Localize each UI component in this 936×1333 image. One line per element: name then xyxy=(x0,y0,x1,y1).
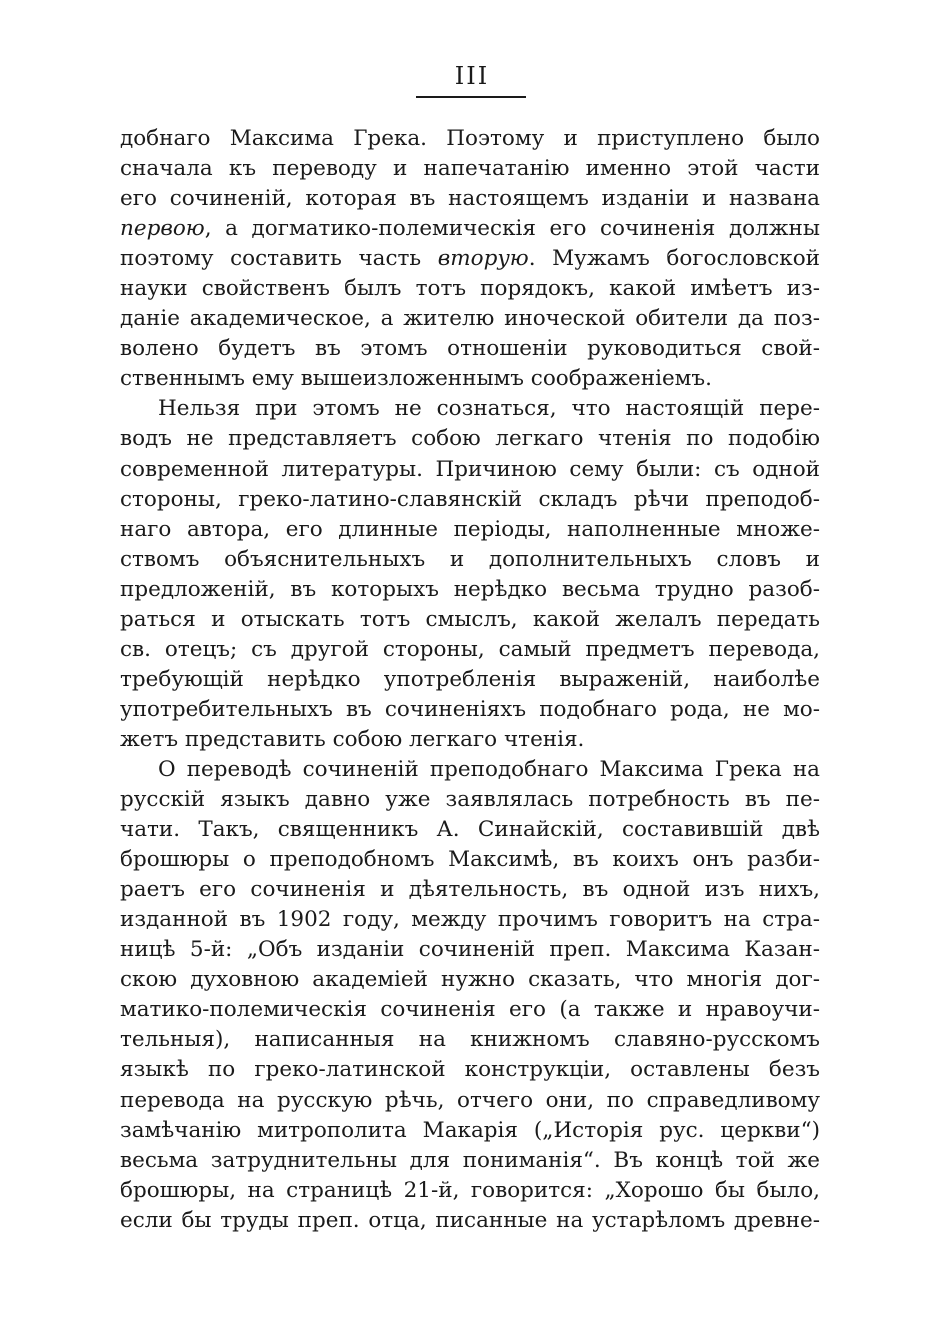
text-line: раетъ его сочиненія и дѣятельность, въ одной изъ нихъ, xyxy=(120,877,820,903)
text-line: перевода на русскую рѣчь, отчего они, по справедливому xyxy=(120,1087,820,1113)
text-line: св. отецъ; съ другой стороны, самый предметъ перевода, xyxy=(120,636,820,662)
text-line: брошюры, на страницѣ 21-й, говорится: „Хорошо бы было, xyxy=(120,1177,820,1203)
text-line: употребительныхъ въ сочиненіяхъ подобнаго рода, не мо- xyxy=(120,696,820,722)
text-line: тельныя), написанныя на книжномъ славяно-русскомъ xyxy=(120,1027,820,1053)
text-line: О переводѣ сочиненій преподобнаго Максима Грека на xyxy=(158,756,820,782)
text-line: наго автора, его длинные періоды, наполненные множе- xyxy=(120,516,820,542)
text-line: скою духовною академіей нужно сказать, что многія дог- xyxy=(120,967,820,993)
text-line: весьма затруднительны для пониманія“. Въ концѣ той же xyxy=(120,1147,820,1173)
text-line: даніе академическое, а жителю иноческой обители да поз- xyxy=(120,306,820,332)
text-line: предложеній, въ которыхъ нерѣдко весьма трудно разоб- xyxy=(120,576,820,602)
text-line: чати. Такъ, священникъ А. Синайскій, составившій двѣ xyxy=(120,817,820,843)
text-line: ственнымъ ему вышеизложеннымъ соображеніемъ. xyxy=(120,366,712,392)
text-line: замѣчанію митрополита Макарія („Исторія рус. церкви“) xyxy=(120,1117,820,1143)
text-line: русскій языкъ давно уже заявлялась потребность въ пе- xyxy=(120,787,820,813)
text-line xyxy=(120,214,820,244)
text-line: стороны, греко-латино-славянскій складъ рѣчи преподоб- xyxy=(120,486,820,512)
text-run: поэтому составить часть xyxy=(120,246,438,272)
text-line xyxy=(120,244,820,274)
text-line: ницѣ 5-й: „Объ изданіи сочиненій преп. Максима Казан- xyxy=(120,937,820,963)
page-number: III xyxy=(454,62,490,90)
text-line: его сочиненій, которая въ настоящемъ изданіи и названа xyxy=(120,186,820,212)
text-line: раться и отыскать тотъ смыслъ, какой желалъ передать xyxy=(120,606,820,632)
text-line: жетъ представить собою легкаго чтенія. xyxy=(120,726,585,752)
text-line: водъ не представляетъ собою легкаго чтенія по подобію xyxy=(120,426,820,452)
text-line: если бы труды преп. отца, писанные на устарѣломъ древне- xyxy=(120,1207,820,1233)
text-run: , а догматико-полемическія его сочиненія должны xyxy=(204,216,820,242)
page-header xyxy=(0,62,936,90)
text-line: матико-полемическія сочиненія его (а также и нравоучи- xyxy=(120,997,820,1023)
text-run: . Мужамъ богословской xyxy=(528,246,820,272)
text-line: добнаго Максима Грека. Поэтому и приступлено было xyxy=(120,126,820,151)
text-line: сначала къ переводу и напечатанію именно этой части xyxy=(120,156,820,182)
text-line: Нельзя при этомъ не сознаться, что настоящій пере- xyxy=(158,396,820,422)
text-line: ствомъ объяснительныхъ и дополнительныхъ словъ и xyxy=(120,546,820,572)
text-line: языкѣ по греко-латинской конструкціи, оставлены безъ xyxy=(120,1057,820,1083)
body-text xyxy=(120,124,820,1236)
text-line: брошюры о преподобномъ Максимѣ, въ коихъ онъ разби- xyxy=(120,847,820,873)
text-line: требующій нерѣдко употребленія выраженій, наиболѣе xyxy=(120,666,820,692)
paragraph-1 xyxy=(120,124,820,394)
text-line: современной литературы. Причиною сему были: съ одной xyxy=(120,456,820,482)
paragraph-3 xyxy=(120,755,820,1236)
italic-word: вторую xyxy=(437,246,529,272)
header-rule xyxy=(416,96,526,98)
text-line: изданной въ 1902 году, между прочимъ говоритъ на стра- xyxy=(120,907,820,933)
italic-word: первою xyxy=(120,216,205,242)
text-line: волено будетъ въ этомъ отношеніи руководиться свой- xyxy=(120,336,820,362)
paragraph-2 xyxy=(120,394,820,755)
text-line: науки свойственъ былъ тотъ порядокъ, какой имѣетъ из- xyxy=(120,276,820,302)
